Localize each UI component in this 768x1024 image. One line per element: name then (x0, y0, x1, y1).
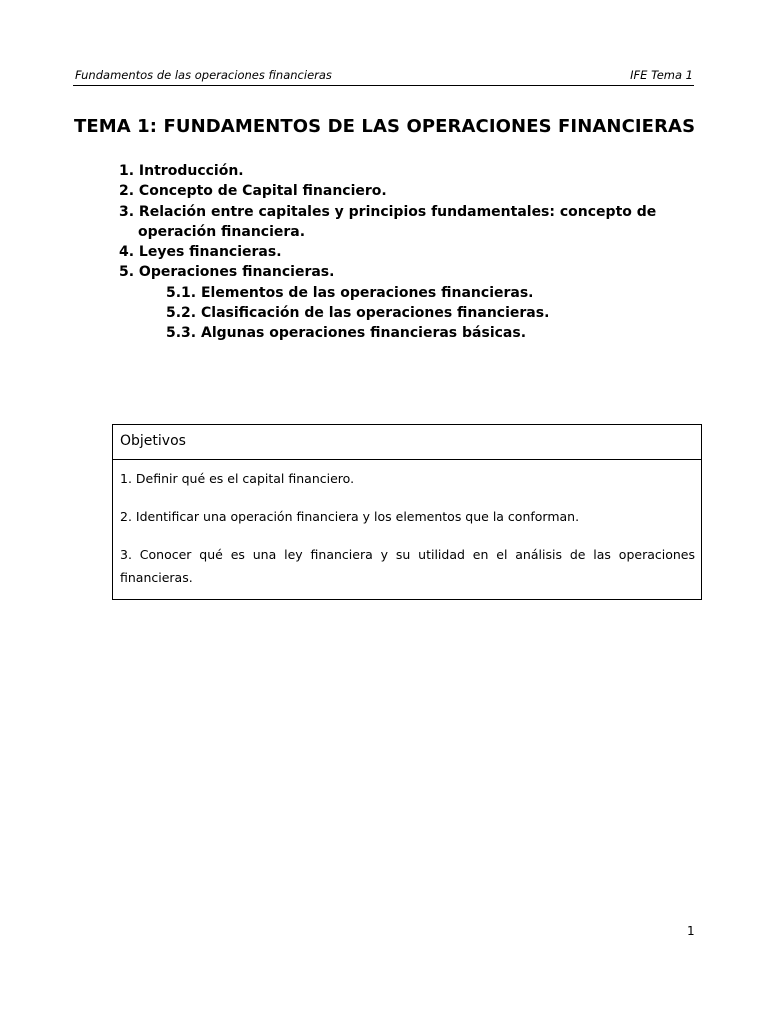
page-number: 1 (687, 924, 695, 938)
objective-item-2: 2. Identificar una operación financiera y los elementos que la conforman. (120, 509, 580, 524)
toc-subitem-clasificacion: 5.2. Clasificación de las operaciones financieras. (166, 305, 550, 322)
table-of-contents (119, 161, 709, 344)
toc-item-relacion-capitales: 3. Relación entre capitales y principios fundamentales: concepto de operación financiera. (119, 203, 657, 240)
toc-subitem-elementos: 5.1. Elementos de las operaciones financieras. (166, 284, 534, 301)
toc-item-operaciones-financieras: 5. Operaciones financieras. (119, 264, 335, 281)
toc-item-introduccion: 1. Introducción. (119, 163, 244, 179)
objective-item-1: 1. Definir qué es el capital financiero. (120, 471, 355, 486)
page-header (73, 68, 694, 86)
objectives-list (113, 460, 701, 589)
objectives-box (112, 424, 702, 600)
header-course-label: IFE Tema 1 (630, 68, 693, 82)
toc-item-capital-financiero: 2. Concepto de Capital financiero. (119, 183, 387, 200)
page-title: TEMA 1: FUNDAMENTOS DE LAS OPERACIONES FINANCIERAS (74, 116, 696, 137)
toc-item-leyes-financieras: 4. Leyes financieras. (119, 244, 282, 261)
objectives-heading: Objetivos (113, 425, 701, 460)
toc-subitem-operaciones-basicas: 5.3. Algunas operaciones financieras básicas. (166, 325, 527, 342)
header-document-title: Fundamentos de las operaciones financieras (75, 68, 332, 82)
objective-item-3: 3. Conocer qué es una ley financiera y su utilidad en el análisis de las operaciones financieras. (120, 547, 695, 585)
